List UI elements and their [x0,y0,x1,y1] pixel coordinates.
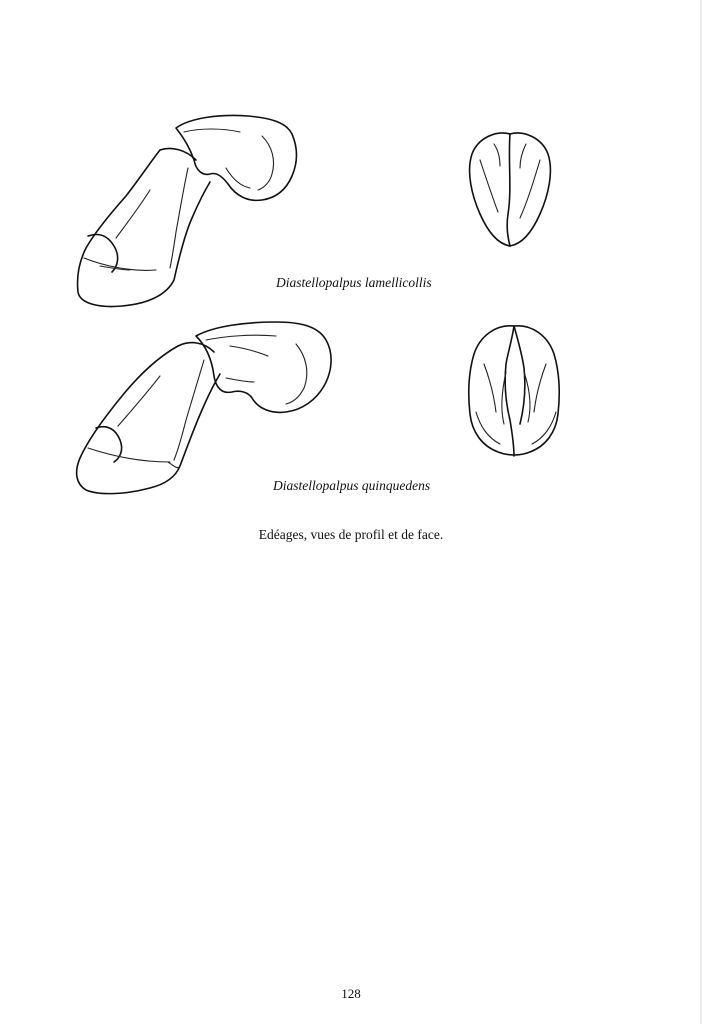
species-label-lamellicollis: Diastellopalpus lamellicollis [276,275,432,290]
quinquedens-profile-view-drawing [77,322,331,494]
lamellicollis-profile-view-drawing [77,116,296,307]
lamellicollis-frontal-view-drawing [470,133,551,246]
page-number: 128 [341,986,361,1001]
quinquedens-frontal-view-drawing [469,326,559,456]
species-label-quinquedens: Diastellopalpus quinquedens [273,478,431,493]
figure-caption: Edéages, vues de profil et de face. [258,527,444,542]
